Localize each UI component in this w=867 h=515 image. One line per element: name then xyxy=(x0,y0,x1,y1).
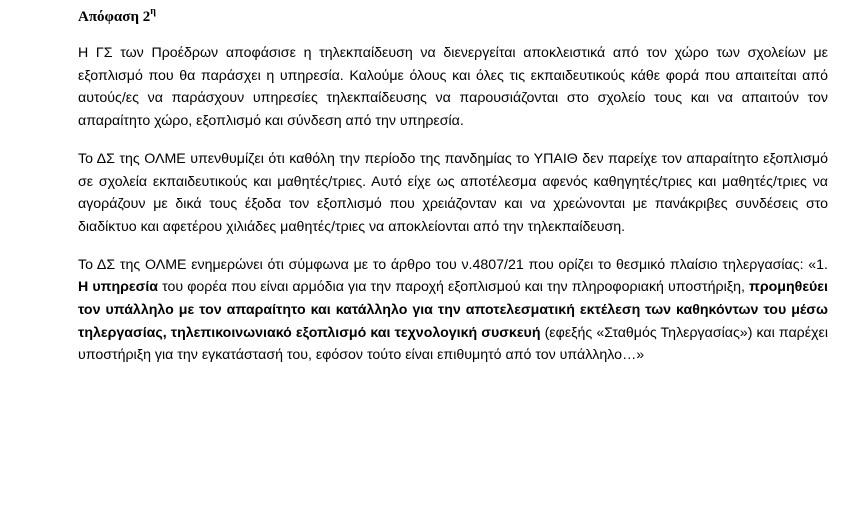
law-citation-bold-service: Η υπηρεσία xyxy=(78,279,158,296)
law-citation-end: (εφεξής «Σταθμός Τηλεργασίας») και παρέχει υποστήριξη για την εγκατάστασή του, εφόσον τούτο είναι επιθυμητό από τον υπάλληλο…» xyxy=(78,324,828,364)
paragraph-pandemic-reminder: Το ΔΣ της ΟΛΜΕ υπενθυμίζει ότι καθόλη την περίοδο της πανδημίας το ΥΠΑΙΘ δεν παρείχε τον απαραίτητο εξοπλισμό σε σχολεία εκπαιδευτικούς και μαθητές/τριες. Αυτό είχε ως αποτέλεσμα αφενός καθηγητές/τριες και μαθητές/τριες να αγοράζουν με δικά τους έξοδα τον εξοπλισμό που χρειάζονταν και να χρεώνονται με πανάκριβες συνδέσεις στο διαδίκτυο και αφετέρου χιλιάδες μαθητές/τριες να αποκλείονται από την τηλεκπαίδευση. xyxy=(78,150,828,235)
decision-heading-superscript: η xyxy=(150,6,156,17)
law-citation-bold-provision: προμηθεύει τον υπάλληλο με τον απαραίτητο και κατάλληλο για την αποτελεσματική εκτέλεση των καθηκόντων του μέσω τηλεργασίας, τηλεπικοινωνιακό εξοπλισμό και τεχνολογική συσκευή xyxy=(78,279,828,341)
decision-heading-text: Απόφαση 2 xyxy=(78,9,151,25)
law-citation-intro: Το ΔΣ της ΟΛΜΕ ενημερώνει ότι σύμφωνα με το άρθρο του ν.4807/21 που ορίζει το θεσμικό πλαίσιο τηλεργασίας: «1. xyxy=(78,256,828,273)
law-citation-middle: του φορέα που είναι αρμόδια για την παροχή εξοπλισμού και την πληροφοριακή υποστήριξη, xyxy=(158,279,749,296)
document-body xyxy=(78,7,828,367)
decision-heading xyxy=(78,7,828,27)
paragraph-general-assembly-decision: Η ΓΣ των Προέδρων αποφάσισε η τηλεκπαίδευση να διενεργείται αποκλειστικά από τον χώρο των σχολείων με εξοπλισμό που θα παράσχει η υπηρεσία. Καλούμε όλους και όλες τις εκπαιδευτικούς κάθε φορά που απαιτείται από αυτούς/ες να παράσχουν υπηρεσίες τηλεκπαίδευσης να παρουσιάζονται στο σχολείο τους και να απαιτούν τον απαραίτητο χώρο, εξοπλισμό και σύνδεση από την υπηρεσία. xyxy=(78,45,828,130)
paragraph-law-citation xyxy=(78,254,828,368)
